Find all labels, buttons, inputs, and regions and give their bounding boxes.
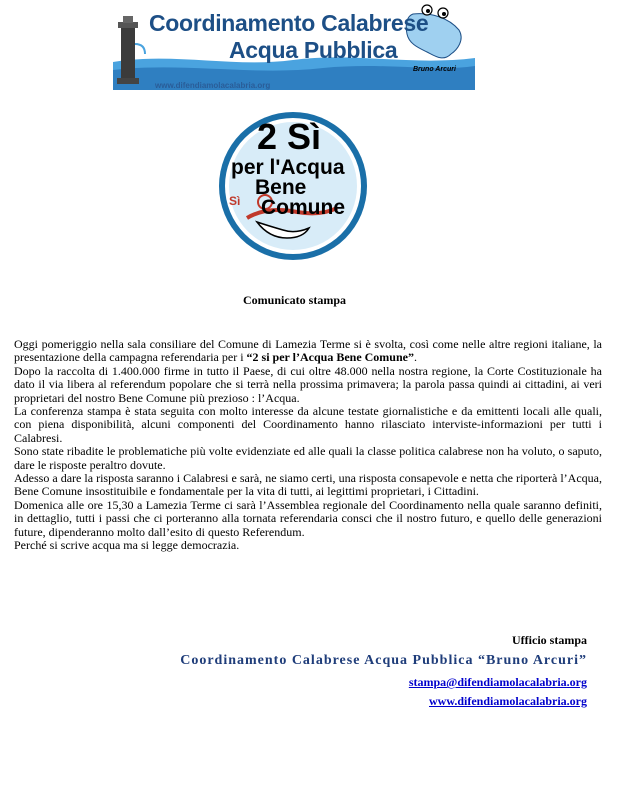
banner-title-line2: Acqua Pubblica	[229, 37, 398, 63]
document-subject: Comunicato stampa	[242, 293, 346, 307]
logo-line3: Comune	[261, 196, 345, 219]
paragraph: Sono state ribadite le problematiche più volte evidenziate ed alle quali la classe politica calabrese non ha voluto, o saputo, dare le risposte peraltro dovute.	[14, 444, 602, 472]
banner-author: Bruno Arcuri	[413, 66, 456, 73]
header-banner	[113, 4, 475, 90]
logo-si-small: Sì	[229, 194, 241, 208]
logo-line1: per l'Acqua	[231, 156, 345, 179]
logo-big-text: 2 Sì	[257, 116, 322, 157]
paragraph: Adesso a dare la risposta saranno i Calabresi e sarà, ne siamo certi, una risposta consapevole e netta che riporterà l’Acqua, Bene Comune insostituibile e fondamentale per la vita di tutti, ai legittimi proprietari, i Cittadini.	[14, 471, 602, 499]
paragraph: Perché si scrive acqua ma si legge democrazia.	[14, 538, 240, 553]
banner-url[interactable]: www.difendiamolacalabria.org	[155, 81, 271, 90]
signature-office: Ufficio stampa	[512, 633, 587, 647]
press-release-body	[14, 338, 602, 553]
banner-title-line1: Coordinamento Calabrese	[149, 10, 429, 36]
paragraph: Domenica alle ore 15,30 a Lamezia Terme ci sarà l’Assemblea regionale del Coordinamento nella quale saranno definiti, in dettaglio, tutti i passi che ci porteranno alla tornata referendaria consci che il nostro futuro, e quello delle generazioni future, dipenderanno molto dall’esito di questo Referendum.	[14, 497, 602, 539]
paragraph: Oggi pomeriggio nella sala consiliare del Comune di Lamezia Terme si è svolta, così come nelle altre regioni italiane, la presentazione della campagna referendaria per i “2 si per l’Acqua Bene Comune”.	[14, 337, 602, 365]
logo-line2: Bene	[255, 176, 307, 199]
signature-organization: Coordinamento Calabrese Acqua Pubblica “Bruno Arcuri”	[180, 653, 587, 668]
paragraph: Dopo la raccolta di 1.400.000 firme in tutto il Paese, di cui oltre 48.000 nella nostra regione, la Corte Costituzionale ha dato il via libera al referendum popolare che si terrà nella prossima primavera; la parola passa quindi ai cittadini, ai veri proprietari del nostro Bene Comune più prezioso : l’Acqua.	[14, 363, 602, 405]
signature-website-link[interactable]: www.difendiamolacalabria.org	[429, 694, 587, 708]
signature-email-link[interactable]: stampa@difendiamolacalabria.org	[408, 675, 587, 689]
paragraph: La conferenza stampa è stata seguita con molto interesse da alcune testate giornalistiche e da emittenti locali alle quali, con piena disponibilità, alcuni componenti del Coordinamento hanno rilasciato interviste-informazioni per tutti i Calabresi.	[14, 404, 602, 445]
campaign-logo	[217, 110, 369, 262]
